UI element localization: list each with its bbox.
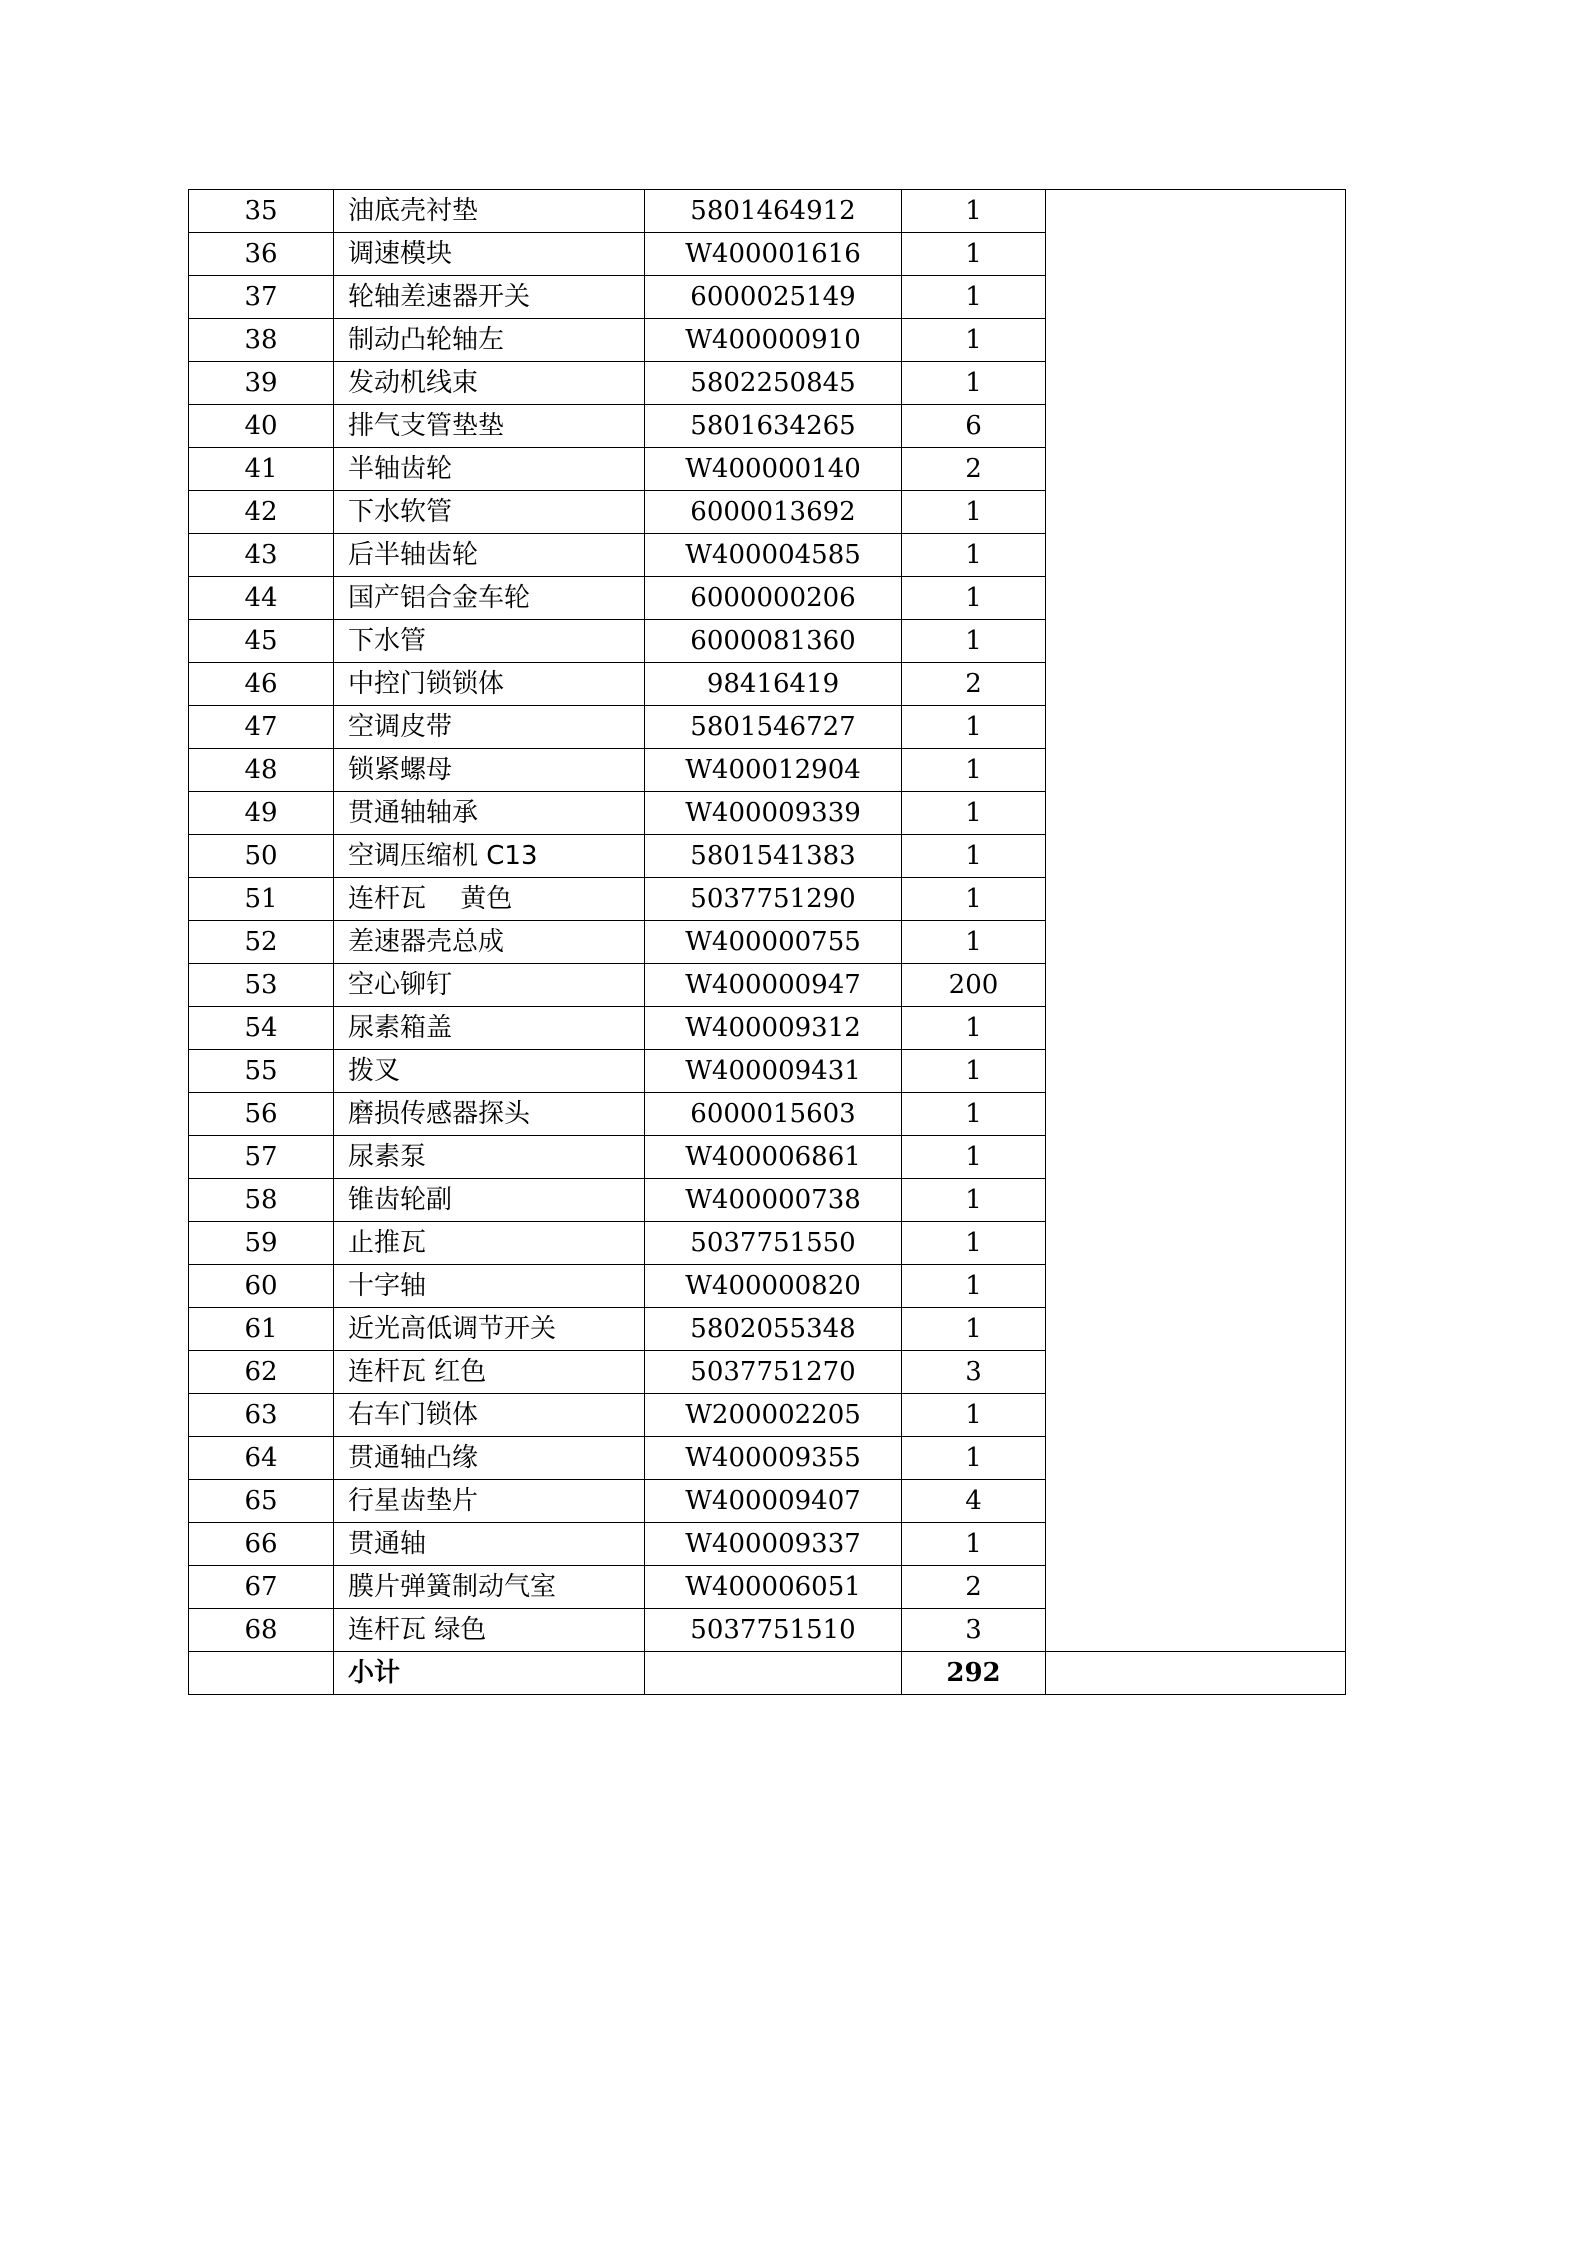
- row-number: 68: [189, 1609, 334, 1652]
- row-number: 40: [189, 405, 334, 448]
- part-name: 磨损传感器探头: [334, 1093, 645, 1136]
- part-code: 5037751510: [645, 1609, 902, 1652]
- table-row: [189, 190, 1346, 233]
- quantity: 1: [902, 534, 1046, 577]
- quantity: 4: [902, 1480, 1046, 1523]
- quantity: 3: [902, 1351, 1046, 1394]
- row-number: 36: [189, 233, 334, 276]
- part-code: W200002205: [645, 1394, 902, 1437]
- part-name: 行星齿垫片: [334, 1480, 645, 1523]
- quantity: 1: [902, 577, 1046, 620]
- row-number: 54: [189, 1007, 334, 1050]
- part-code: 6000025149: [645, 276, 902, 319]
- quantity: 1: [902, 1093, 1046, 1136]
- quantity: 1: [902, 319, 1046, 362]
- part-code: W400009337: [645, 1523, 902, 1566]
- part-code: W400009339: [645, 792, 902, 835]
- part-name: 中控门锁锁体: [334, 663, 645, 706]
- row-number: 41: [189, 448, 334, 491]
- quantity: 1: [902, 878, 1046, 921]
- part-name: 半轴齿轮: [334, 448, 645, 491]
- row-number: 62: [189, 1351, 334, 1394]
- part-code: 5801546727: [645, 706, 902, 749]
- row-number: 66: [189, 1523, 334, 1566]
- quantity: 1: [902, 1136, 1046, 1179]
- part-name: 贯通轴: [334, 1523, 645, 1566]
- part-name: 下水管: [334, 620, 645, 663]
- row-number: 42: [189, 491, 334, 534]
- row-number: 37: [189, 276, 334, 319]
- quantity: 1: [902, 1437, 1046, 1480]
- part-code: 5801541383: [645, 835, 902, 878]
- row-number: 53: [189, 964, 334, 1007]
- part-name: 近光高低调节开关: [334, 1308, 645, 1351]
- subtotal-no-cell: [189, 1652, 334, 1695]
- quantity: 1: [902, 1265, 1046, 1308]
- part-name: 差速器壳总成: [334, 921, 645, 964]
- row-number: 47: [189, 706, 334, 749]
- quantity: 1: [902, 1308, 1046, 1351]
- part-name: 贯通轴凸缘: [334, 1437, 645, 1480]
- quantity: 1: [902, 835, 1046, 878]
- part-name: 后半轴齿轮: [334, 534, 645, 577]
- row-number: 44: [189, 577, 334, 620]
- part-code: W400000910: [645, 319, 902, 362]
- part-code: 6000081360: [645, 620, 902, 663]
- part-name: 下水软管: [334, 491, 645, 534]
- part-code: W400009407: [645, 1480, 902, 1523]
- part-name: 止推瓦: [334, 1222, 645, 1265]
- row-number: 48: [189, 749, 334, 792]
- quantity: 1: [902, 233, 1046, 276]
- part-code: 5802250845: [645, 362, 902, 405]
- quantity: 2: [902, 1566, 1046, 1609]
- quantity: 2: [902, 448, 1046, 491]
- part-code: 5802055348: [645, 1308, 902, 1351]
- row-number: 67: [189, 1566, 334, 1609]
- part-code: W400006051: [645, 1566, 902, 1609]
- part-code: W400006861: [645, 1136, 902, 1179]
- quantity: 1: [902, 1523, 1046, 1566]
- part-name: 油底壳衬垫: [334, 190, 645, 233]
- quantity: 1: [902, 1050, 1046, 1093]
- row-number: 43: [189, 534, 334, 577]
- part-code: W400009312: [645, 1007, 902, 1050]
- part-name: 调速模块: [334, 233, 645, 276]
- part-code: W400000738: [645, 1179, 902, 1222]
- quantity: 3: [902, 1609, 1046, 1652]
- part-code: W400012904: [645, 749, 902, 792]
- part-name: 锥齿轮副: [334, 1179, 645, 1222]
- quantity: 1: [902, 190, 1046, 233]
- row-number: 49: [189, 792, 334, 835]
- quantity: 1: [902, 491, 1046, 534]
- row-number: 60: [189, 1265, 334, 1308]
- part-code: W400000755: [645, 921, 902, 964]
- row-number: 56: [189, 1093, 334, 1136]
- row-number: 58: [189, 1179, 334, 1222]
- part-name: 尿素箱盖: [334, 1007, 645, 1050]
- quantity: 1: [902, 1394, 1046, 1437]
- quantity: 200: [902, 964, 1046, 1007]
- quantity: 2: [902, 663, 1046, 706]
- part-name: 排气支管垫垫: [334, 405, 645, 448]
- part-name: 膜片弹簧制动气室: [334, 1566, 645, 1609]
- row-number: 64: [189, 1437, 334, 1480]
- part-code: 5801634265: [645, 405, 902, 448]
- quantity: 1: [902, 620, 1046, 663]
- part-name: 连杆瓦 红色: [334, 1351, 645, 1394]
- part-name: 十字轴: [334, 1265, 645, 1308]
- row-number: 39: [189, 362, 334, 405]
- subtotal-row: [189, 1652, 1346, 1695]
- row-number: 61: [189, 1308, 334, 1351]
- row-number: 35: [189, 190, 334, 233]
- subtotal-code-cell: [645, 1652, 902, 1695]
- part-name: 连杆瓦 绿色: [334, 1609, 645, 1652]
- quantity: 1: [902, 276, 1046, 319]
- subtotal-label: 小计: [334, 1652, 645, 1695]
- part-name: 发动机线束: [334, 362, 645, 405]
- part-code: W400004585: [645, 534, 902, 577]
- quantity: 1: [902, 1179, 1046, 1222]
- quantity: 1: [902, 749, 1046, 792]
- row-number: 55: [189, 1050, 334, 1093]
- quantity: 1: [902, 792, 1046, 835]
- row-number: 45: [189, 620, 334, 663]
- part-name: 尿素泵: [334, 1136, 645, 1179]
- row-number: 57: [189, 1136, 334, 1179]
- row-number: 52: [189, 921, 334, 964]
- quantity: 1: [902, 362, 1046, 405]
- quantity: 6: [902, 405, 1046, 448]
- part-code: W400009431: [645, 1050, 902, 1093]
- part-code: 98416419: [645, 663, 902, 706]
- part-name: 右车门锁体: [334, 1394, 645, 1437]
- part-code: W400000820: [645, 1265, 902, 1308]
- part-name: 国产铝合金车轮: [334, 577, 645, 620]
- part-name: 制动凸轮轴左: [334, 319, 645, 362]
- part-name: 拨叉: [334, 1050, 645, 1093]
- part-code: W400009355: [645, 1437, 902, 1480]
- part-code: 5037751290: [645, 878, 902, 921]
- part-code: 5037751550: [645, 1222, 902, 1265]
- subtotal-note-cell: [1046, 1652, 1346, 1695]
- quantity: 1: [902, 1007, 1046, 1050]
- part-code: 6000013692: [645, 491, 902, 534]
- row-number: 63: [189, 1394, 334, 1437]
- part-name: 轮轴差速器开关: [334, 276, 645, 319]
- parts-table: [188, 189, 1346, 1695]
- remarks-cell: [1046, 190, 1346, 1652]
- part-code: W400000140: [645, 448, 902, 491]
- row-number: 59: [189, 1222, 334, 1265]
- row-number: 38: [189, 319, 334, 362]
- row-number: 51: [189, 878, 334, 921]
- part-code: W400001616: [645, 233, 902, 276]
- part-code: 6000015603: [645, 1093, 902, 1136]
- row-number: 65: [189, 1480, 334, 1523]
- part-code: 6000000206: [645, 577, 902, 620]
- quantity: 1: [902, 921, 1046, 964]
- part-name: 空调压缩机 C13: [334, 835, 645, 878]
- parts-table-body: [189, 190, 1346, 1695]
- part-code: 5801464912: [645, 190, 902, 233]
- quantity: 1: [902, 1222, 1046, 1265]
- part-name: 贯通轴轴承: [334, 792, 645, 835]
- quantity: 1: [902, 706, 1046, 749]
- part-name: 锁紧螺母: [334, 749, 645, 792]
- row-number: 50: [189, 835, 334, 878]
- subtotal-qty: 292: [902, 1652, 1046, 1695]
- part-code: 5037751270: [645, 1351, 902, 1394]
- part-code: W400000947: [645, 964, 902, 1007]
- part-name: 空心铆钉: [334, 964, 645, 1007]
- row-number: 46: [189, 663, 334, 706]
- part-name: 空调皮带: [334, 706, 645, 749]
- part-name: 连杆瓦 黄色: [334, 878, 645, 921]
